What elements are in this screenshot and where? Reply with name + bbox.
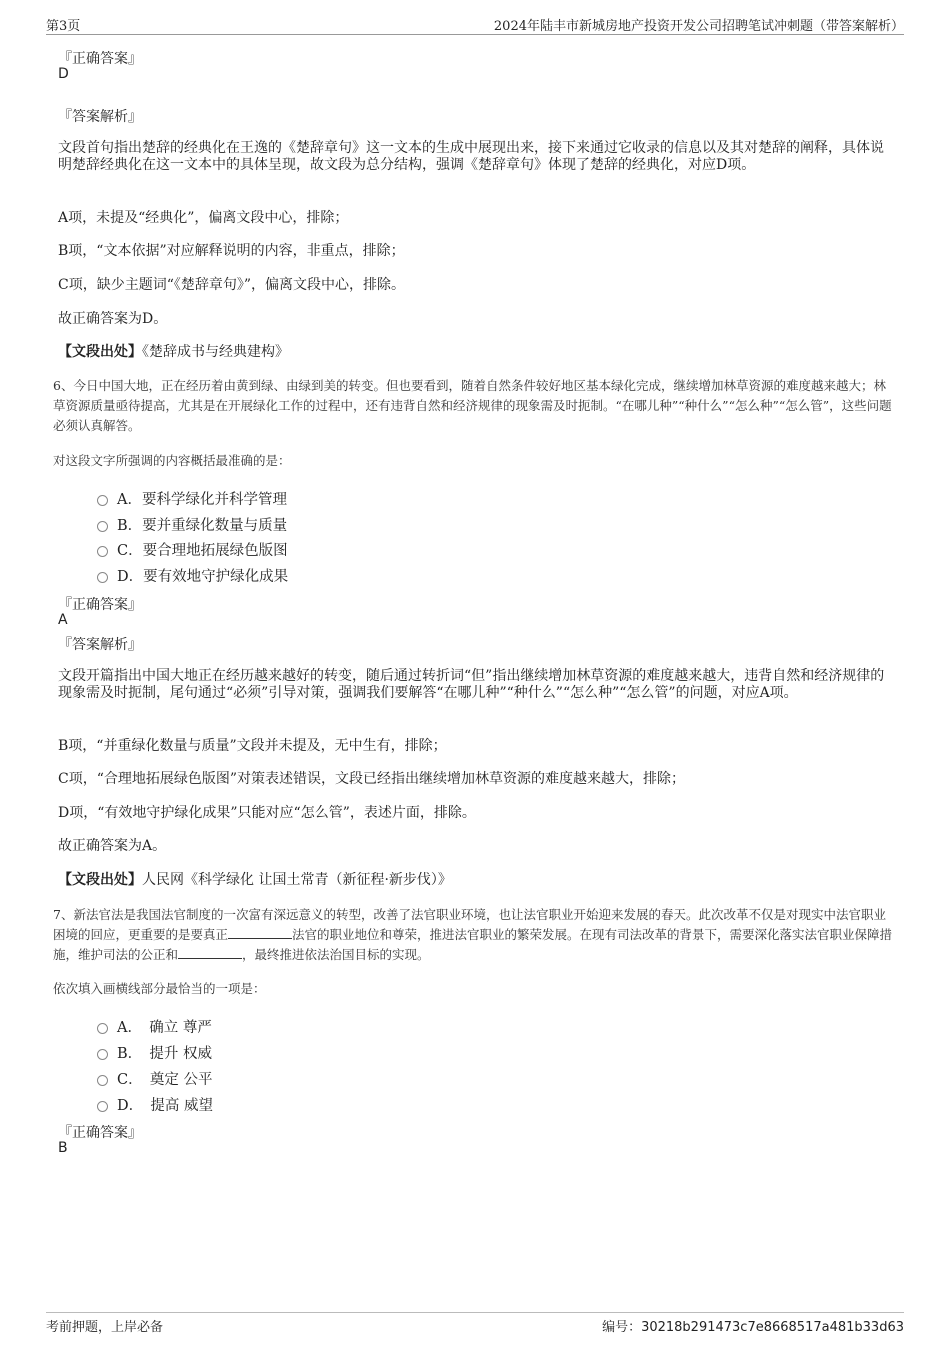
answer-value: B [58, 1140, 68, 1156]
answer-value: D [58, 66, 69, 82]
radio-icon[interactable] [97, 1075, 108, 1086]
question-prompt: 依次填入画横线部分最恰当的一项是： [53, 981, 266, 996]
option-label: D．要有效地守护绿化成果 [117, 569, 289, 585]
option-label: C． 奠定 公平 [117, 1072, 213, 1088]
option-d[interactable] [97, 1094, 213, 1115]
page-header [46, 14, 904, 35]
source-line [58, 872, 888, 889]
radio-icon[interactable] [97, 1049, 108, 1060]
conclusion: 故正确答案为A。 [58, 838, 167, 854]
question-prompt: 对这段文字所强调的内容概括最准确的是： [53, 453, 291, 468]
answer-label: 『正确答案』 [58, 597, 142, 613]
analysis-option-a: A项，未提及“经典化”，偏离文段中心，排除； [58, 210, 349, 226]
option-c[interactable] [97, 539, 288, 560]
option-label: D． 提高 威望 [117, 1098, 213, 1114]
analysis-text: 文段首句指出楚辞的经典化在王逸的《楚辞章句》这一文本的生成中展现出来，接下来通过它收录的信息以及其对楚辞的阐释，具体说明楚辞经典化在这一文本中的具体呈现，故文段为总分结构，强调《楚辞章句》体现了楚辞的经典化，对应D项。 [58, 140, 884, 173]
option-a[interactable] [97, 488, 287, 509]
answer-label: 『正确答案』 [58, 51, 142, 67]
fill-blank-2 [178, 946, 242, 959]
source-label: 【文段出处】 [58, 872, 142, 888]
radio-icon[interactable] [97, 1023, 108, 1034]
analysis-label: 『答案解析』 [58, 637, 142, 653]
option-d[interactable] [97, 565, 288, 586]
conclusion: 故正确答案为D。 [58, 311, 168, 327]
radio-icon[interactable] [97, 1101, 108, 1112]
radio-icon[interactable] [97, 521, 108, 532]
stem-part-2: 法官的职业地位和尊荣，推进法官职业的繁荣发展。在现有司法改革的背景下，需要深化落实法官职业保障措施，维护司法的公正和 [53, 927, 893, 962]
radio-icon[interactable] [97, 495, 108, 506]
stem-part-3: ，最终推进依法治国目标的实现。 [242, 947, 430, 962]
question-stem: 6、今日中国大地，正在经历着由黄到绿、由绿到美的转变。但也要看到，随着自然条件较好地区基本绿化完成，继续增加林草资源的难度越来越大；林草资源质量亟待提高，尤其是在开展绿化工作的过程中，还有违背自然和经济规律的现象需及时扼制。“在哪儿种”“种什么”“怎么种”“怎么管”，这些问题必须认真解答。 [53, 378, 892, 433]
option-label: B． 提升 权威 [117, 1046, 213, 1062]
document-title: 2024年陆丰市新城房地产投资开发公司招聘笔试冲刺题（带答案解析） [493, 19, 904, 34]
option-b[interactable] [97, 514, 287, 535]
analysis-option-d: D项，“有效地守护绿化成果”只能对应“怎么管”，表述片面，排除。 [58, 805, 476, 821]
analysis-option-b: B项，“并重绿化数量与质量”文段并未提及，无中生有，排除； [58, 738, 447, 754]
source-label: 【文段出处】 [58, 344, 142, 360]
source-text: 人民网《科学绿化 让国土常青（新征程·新步伐）》 [142, 872, 452, 888]
document-code [602, 1316, 904, 1335]
page-number: 第3页 [46, 19, 81, 34]
analysis-option-c: C项，缺少主题词“《楚辞章句》”，偏离文段中心，排除。 [58, 277, 406, 293]
analysis-label: 『答案解析』 [58, 109, 142, 125]
option-label: B．要并重绿化数量与质量 [117, 518, 288, 534]
stem-part-1: 7、新法官法是我国法官制度的一次富有深远意义的转型，改善了法官职业环境，也让法官职业开始迎来发展的春天。此次改革不仅是对现实中法官职业困境的回应，更重要的是要真正 [53, 907, 886, 942]
option-label: A． 确立 尊严 [117, 1020, 212, 1036]
source-text: 《楚辞成书与经典建构》 [142, 344, 289, 360]
footer-slogan: 考前押题，上岸必备 [46, 1320, 164, 1335]
radio-icon[interactable] [97, 572, 108, 583]
analysis-option-b: B项，“文本依据”对应解释说明的内容，非重点，排除； [58, 243, 405, 259]
page-footer [46, 1312, 904, 1335]
analysis-option-c: C项，“合理地拓展绿色版图”对策表述错误，文段已经指出继续增加林草资源的难度越来越大，排除； [58, 771, 686, 787]
answer-label: 『正确答案』 [58, 1125, 142, 1141]
option-c[interactable] [97, 1068, 212, 1089]
option-label: A．要科学绿化并科学管理 [117, 492, 287, 508]
source-line [58, 344, 888, 361]
fill-blank-1 [228, 926, 292, 939]
option-a[interactable] [97, 1016, 212, 1037]
option-label: C．要合理地拓展绿色版图 [117, 543, 288, 559]
code-value: 30218b291473c7e8668517a481b33d63 [641, 1320, 904, 1335]
question-stem [53, 905, 898, 965]
answer-value: A [58, 612, 68, 628]
option-b[interactable] [97, 1042, 212, 1063]
analysis-text: 文段开篇指出中国大地正在经历越来越好的转变，随后通过转折词“但”指出继续增加林草资源的难度越来越大，违背自然和经济规律的现象需及时扼制，尾句通过“必须”引导对策，强调我们要解答“在哪儿种”“种什么”“怎么种”“怎么管”的问题，对应A项。 [58, 668, 885, 701]
radio-icon[interactable] [97, 546, 108, 557]
code-label: 编号： [602, 1320, 642, 1335]
